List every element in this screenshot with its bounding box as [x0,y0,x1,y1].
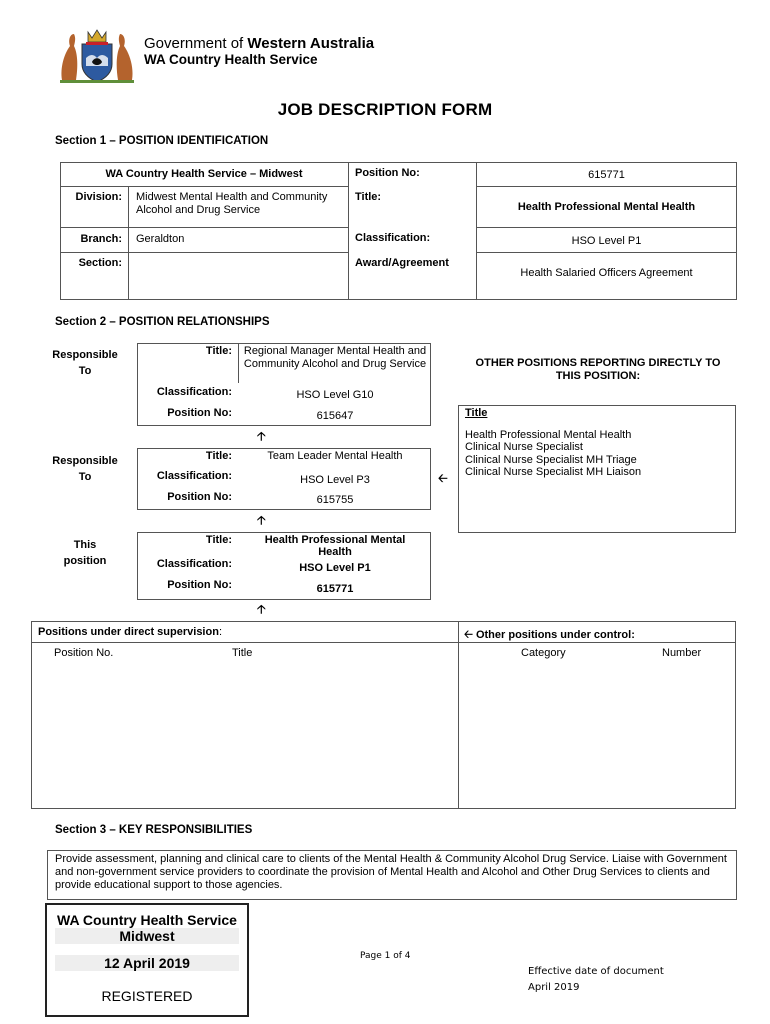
branch-value: Geraldton [136,233,185,245]
box3-classification-value: HSO Level P1 [299,562,371,574]
box3-title-label: Title: [205,534,232,546]
up-arrow-icon: 🡡 [257,602,266,616]
title-value: Health Professional Mental Health [517,201,696,213]
box3-position-no-label: Position No: [167,579,232,591]
box2-position-no-value: 615755 [316,494,354,506]
box2-title-value: Team Leader Mental Health [267,450,403,462]
box1-title-label: Title: [205,345,232,357]
stamp-org: WA Country Health Service [57,912,237,928]
box1-classification-value: HSO Level G10 [296,389,374,401]
box3-classification-label: Classification: [156,558,232,570]
box1-position-no-value: 615647 [316,410,354,422]
gov-name: Government of Western Australia [144,35,375,52]
responsible-to-label-2: Responsible To [52,455,118,483]
left-arrow-icon: 🡠 [438,471,448,485]
other-positions-heading: OTHER POSITIONS REPORTING DIRECTLY TO THIS POSITION: [475,357,721,382]
responsibilities-text: Provide assessment, planning and clinical care to clients of the Mental Health & Community Alcohol Drug Service. Liaise with Government and non-government service providers to coordinate the provision of Mental Health and Alcohol and Other Drug Services to clients and provide educational support to those agencies. [55,853,727,891]
title-label: Title: [355,191,382,203]
section1-heading: Section 1 – POSITION IDENTIFICATION [55,135,269,147]
col-category: Category [521,647,566,659]
award-value: Health Salaried Officers Agreement [520,267,693,279]
page-number: Page 1 of 4 [360,951,411,961]
responsible-to-label-1: Responsible To [52,349,118,377]
col-title: Title [232,647,253,659]
award-label: Award/Agreement [355,257,449,269]
position-no-value: 615771 [588,169,625,181]
col-position-no: Position No. [54,647,114,659]
box2-title-label: Title: [205,450,232,462]
other-position-item: Clinical Nurse Specialist [465,441,583,453]
stamp-region: Midwest [55,928,239,944]
direct-supervision-label: Positions under direct supervision: [38,626,222,638]
other-control-label: 🡠 Other positions under control: [464,629,635,641]
stamp-date: 12 April 2019 [55,955,239,971]
box2-classification-label: Classification: [156,470,232,482]
division-value: Midwest Mental Health and Community Alcohol and Drug Service [136,191,328,216]
effective-label: Effective date of document [528,966,664,977]
box3-title-value: Health Professional Mental Health [264,534,406,558]
org-name: WA Country Health Service – Midwest [105,168,303,180]
col-number: Number [662,647,702,659]
this-position-label: This position [63,539,107,567]
page-title: JOB DESCRIPTION FORM [277,100,493,119]
service-name: WA Country Health Service [144,52,318,67]
stamp-status: REGISTERED [101,988,193,1004]
box2-classification-value: HSO Level P3 [300,474,370,486]
wa-crest-logo [56,24,138,84]
box2-position-no-label: Position No: [167,491,232,503]
box1-position-no-label: Position No: [167,407,232,419]
supervision-table [31,621,736,809]
other-title-label: Title [465,407,488,419]
other-position-item: Clinical Nurse Specialist MH Triage [465,454,637,466]
other-position-item: Health Professional Mental Health [465,429,632,441]
up-arrow-icon: 🡡 [257,513,266,527]
box3-position-no-value: 615771 [316,583,354,595]
division-label: Division: [75,191,122,203]
section2-heading: Section 2 – POSITION RELATIONSHIPS [55,316,270,328]
up-arrow-icon: 🡡 [257,429,266,443]
box1-title-value: Regional Manager Mental Health and Community Alcohol and Drug Service [243,345,427,370]
branch-label: Branch: [80,233,122,245]
identification-table [60,162,737,300]
position-no-label: Position No: [355,167,420,179]
other-position-item: Clinical Nurse Specialist MH Liaison [465,466,642,478]
effective-date: April 2019 [528,982,580,993]
coat-of-arms-icon [56,24,138,84]
section3-heading: Section 3 – KEY RESPONSIBILITIES [55,824,253,836]
classification-label: Classification: [355,232,431,244]
box1-classification-label: Classification: [156,386,232,398]
section-label: Section: [78,257,122,269]
classification-value: HSO Level P1 [571,235,642,247]
